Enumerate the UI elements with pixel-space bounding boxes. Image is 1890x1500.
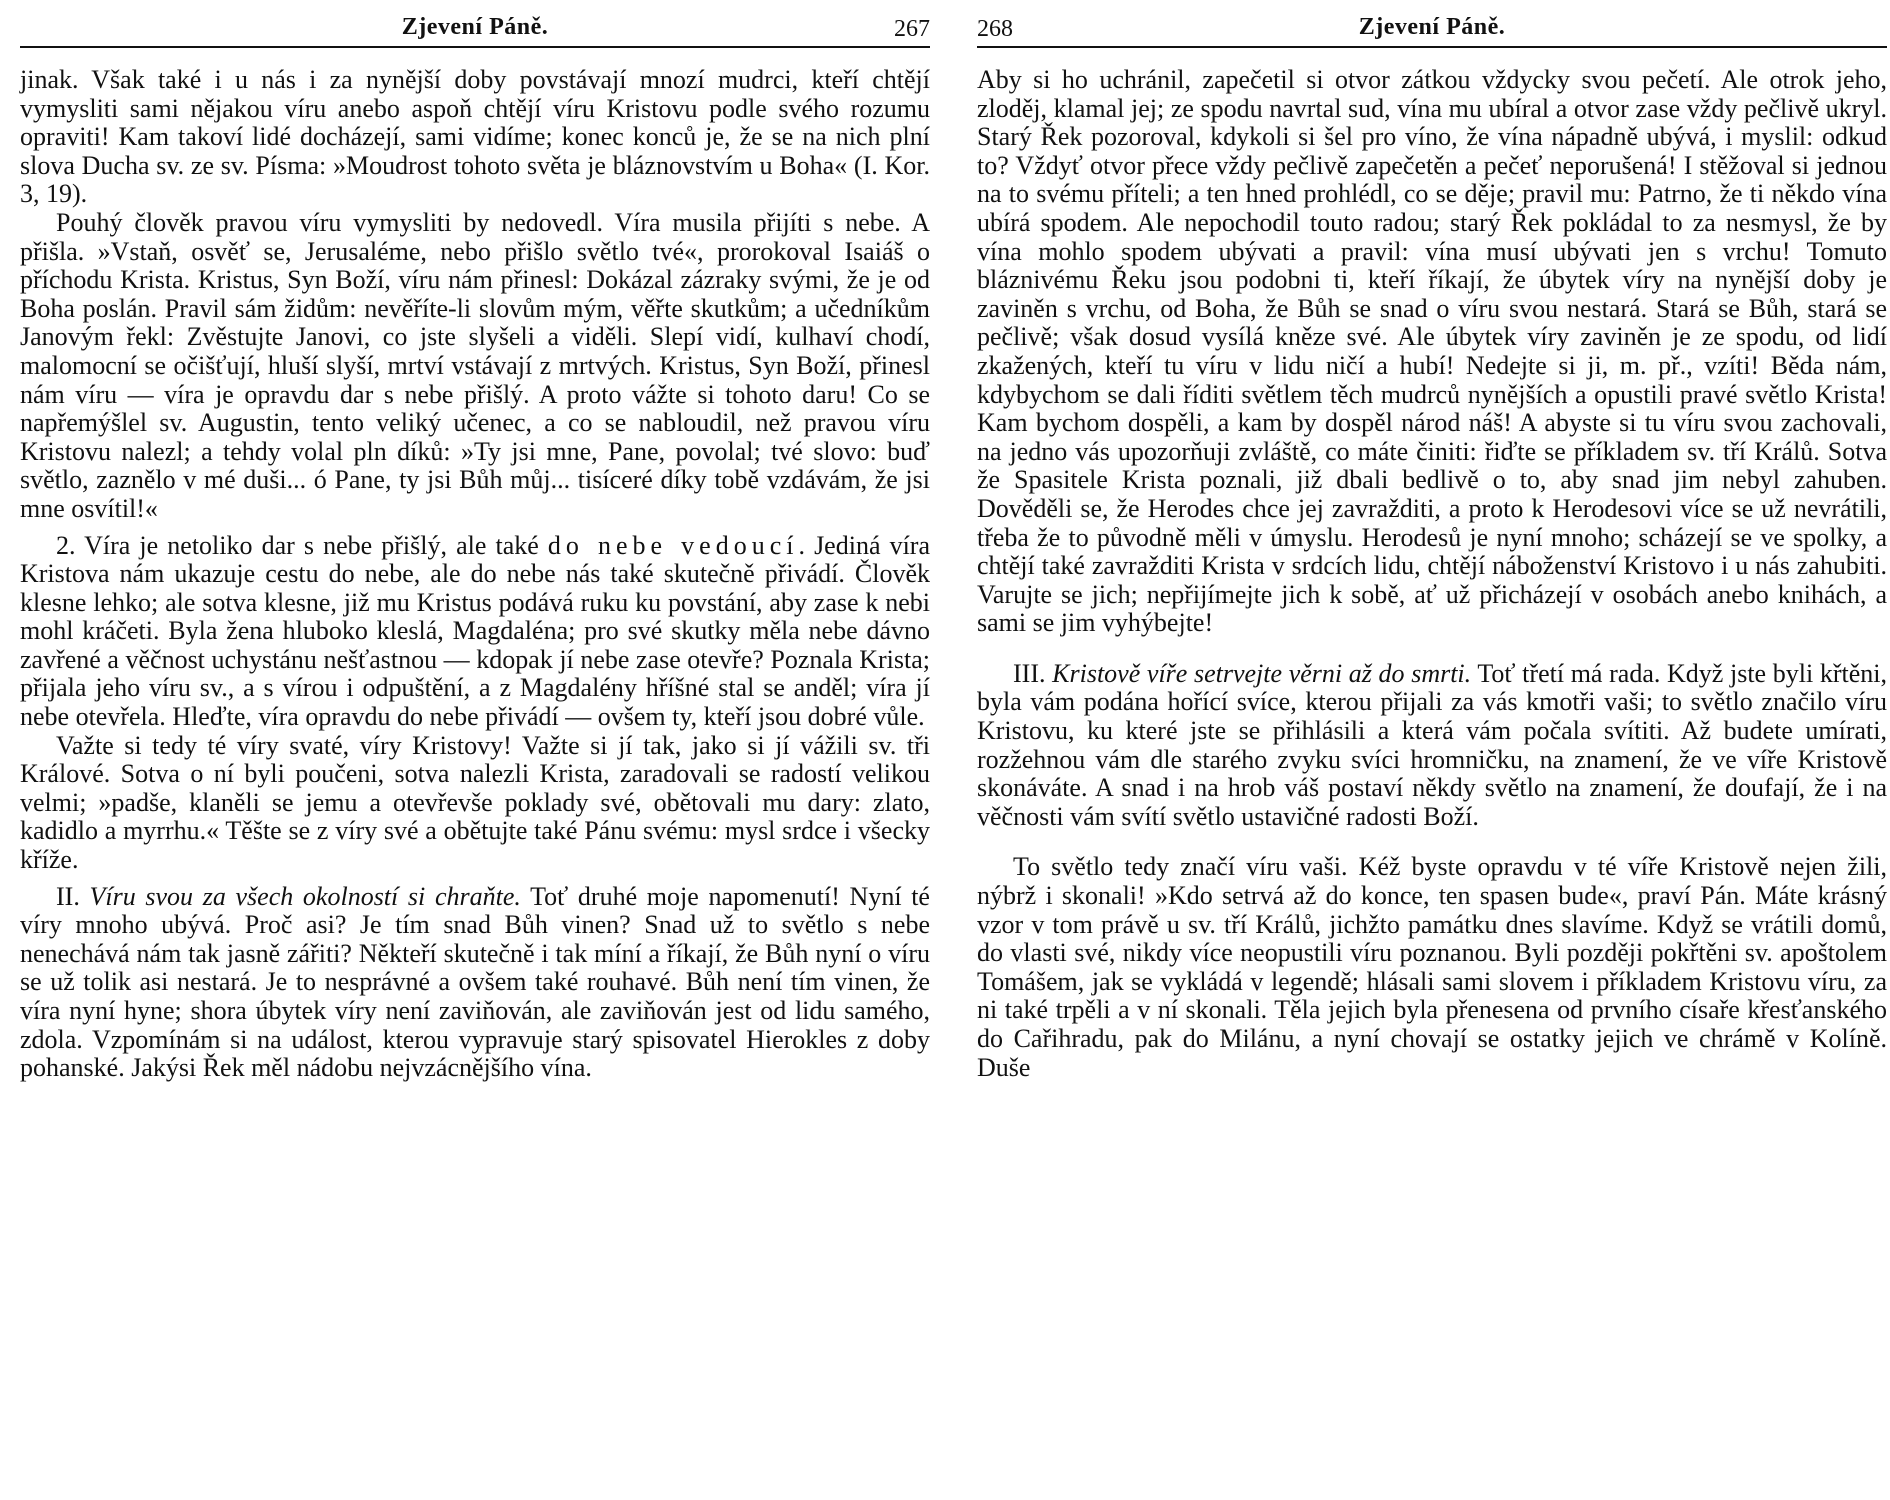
paragraph: To světlo tedy značí víru vaši. Kéž byste opravdu v té víře Kristově nejen žili, nýbrž i skonali! »Kdo setrvá až do konce, ten spasen bude«, praví Pán. Máte krásný vzor v tom právě u sv. tří Králů, jichžto památku dnes slavíme. Když se vrátili domů, do vlasti své, nikdy více neopustili víru poznanou. Byli později pokřtěni sv. apoštolem Tomášem, jak se vykládá v legendě; hlásali sami slovem i příkladem Kristovu víru, za ni také trpěli a v ní skonali. Těla jejich byla přenesena od prvního císaře křesťanského do Cařihradu, pak do Milánu, a nyní chovají se ostatky jejich ve chrámě v Kolíně. Duše	[977, 852, 1887, 1082]
page-body	[977, 66, 1887, 1082]
paragraph-text: Toť třetí má rada. Když jste byli křtěni, byla vám podána hořící svíce, kterou přijali za vás kmotři vaši; to světlo značilo víru Kristovu, ku které jste se přihlásili a která vám počala svítiti. Až budete umírati, rozžehnou vám dle starého zvyku svíci hromničku, na znamení, že ve víře Kristově skonáváte. A snad i na hrob váš postaví někdy světlo na znamení, že doufají, že i na věčnosti vám svítí světlo ustavičné radosti Boží.	[977, 658, 1887, 831]
paragraph: Pouhý člověk pravou víru vymysliti by nedovedl. Víra musila přijíti s nebe. A přišla. »Vstaň, osvěť se, Jerusaléme, nebo přišlo světlo tvé«, prorokoval Isaiáš o příchodu Krista. Kristus, Syn Boží, víru nám přinesl: Dokázal zázraky svými, že je od Boha poslán. Pravil sám židům: nevěříte-li slovům mým, věřte skutkům; a učedníkům Janovým řekl: Zvěstujte Janovi, co jste slyšeli a viděli. Slepí vidí, kulhaví chodí, malomocní se očišťují, hluší slyší, mrtví vstávají z mrtvých. Kristus, Syn Boží, přinesl nám víru — víra je opravdu dar s nebe přišlý. A proto vážte si tohoto daru! Co se napřemýšlel sv. Augustin, tento veliký učenec, a co se nabloudil, než pravou víru Kristovu nalezl; a tehdy volal pln díků: »Ty jsi mne, Pane, povolal; tvé slovo: buď světlo, zaznělo v mé duši... ó Pane, ty jsi Bůh můj... tisíceré díky tobě vzdávám, že jsi mne osvítil!«	[20, 207, 930, 523]
paragraph: Važte si tedy té víry svaté, víry Kristovy! Važte si jí tak, jako si jí vážili sv. tři Králové. Sotva o ní byli poučeni, sotva nalezli Krista, zaradovali se radostí velikou velmi; »padše, klaněli se jemu a otevřevše poklady své, obětovali mu dary: zlato, kadidlo a myrrhu.« Těšte se z víry své a obětujte také Pánu svému: mysl srdce i všecky kříže.	[20, 730, 930, 875]
paragraph	[977, 660, 1887, 832]
section-number: II.	[56, 881, 90, 911]
spaced-emphasis: do nebe vedoucí	[547, 530, 799, 560]
running-header	[977, 10, 1887, 48]
page-body	[20, 66, 930, 1083]
section-heading: Kristově víře setrvejte věrni až do smrti.	[1052, 658, 1472, 688]
left-page	[20, 0, 930, 1500]
paragraph	[20, 532, 930, 732]
paragraph-text: . Jediná víra Kristova nám ukazuje cestu do nebe, ale do nebe nás také skutečně přivádí. Člověk klesne lehko; ale sotva klesne, již mu Kristus podává ruku ku povstání, aby zase k nebi mohl kráčeti. Byla žena hluboko kleslá, Magdaléna; pro své skutky měla nebe dávno zavřené a věčnost uchystánu nešťastnou — kdopak jí nebe zase otevře? Poznala Krista; přijala jeho víru sv., a s vírou i odpuštění, a z Magdalény hříšné stal se anděl; víra jí nebe otevřela. Hleďte, víra opravdu do nebe přivádí — ovšem ty, kteří jsou dobré vůle.	[20, 530, 931, 732]
section-heading: Víru svou za všech okolností si chraňte.	[89, 881, 521, 911]
page-number: 268	[977, 16, 1013, 42]
paragraph-text: Toť druhé moje napomenutí! Nyní té víry mnoho ubývá. Proč asi? Je tím snad Bůh vinen? Snad už to světlo s nebe nenechává nám tak jasně zářiti? Někteří skutečně i tak míní a říkají, že Bůh nyní o víru se už tolik asi nestará. Je to nesprávné a ovšem také rouhavé. Bůh není tím vinen, že víra nyní hyne; shora úbytek víry není zaviňován, ale zaviňován jest od lidu samého, zdola. Vzpomínám si na událost, kterou vypravuje starý spisovatel Hierokles z doby pohanské. Jakýsi Řek měl nádobu nejvzácnějšího vína.	[20, 881, 930, 1083]
running-head-title: Zjevení Páně.	[401, 14, 549, 40]
running-head-title: Zjevení Páně.	[1358, 14, 1506, 40]
paragraph: jinak. Však také i u nás i za nynější doby povstávají mnozí mudrci, kteří chtějí vymysliti sami nějakou víru anebo aspoň chtějí víru Kristovu podle svého rozumu opraviti! Kam takoví lidé docházejí, sami vidíme; konec konců je, že se na nich plní slova Ducha sv. ze sv. Písma: »Moudrost tohoto světa je bláznovstvím u Boha« (I. Kor. 3, 19).	[20, 65, 930, 209]
paragraph-text: 2. Víra je netoliko dar s nebe přišlý, ale také	[56, 530, 548, 560]
paragraph	[20, 883, 930, 1083]
right-page	[977, 0, 1887, 1500]
page-number: 267	[894, 16, 930, 42]
running-header	[20, 10, 930, 48]
section-number: III.	[1013, 658, 1053, 688]
paragraph: Aby si ho uchránil, zapečetil si otvor zátkou vždycky svou pečetí. Ale otrok jeho, zloděj, klamal jej; ze spodu navrtal sud, vína mu ubíral a otvor zase vždy pečlivě ukryl. Starý Řek pozoroval, kdykoli si šel pro víno, že vína nápadně ubývá, i myslil: odkud to? Vždyť otvor přece vždy pečlivě zapečetěn a pečeť neporušená! I stěžoval si jednou na to svému příteli; a ten hned prohlédl, co se děje; pravil mu: Patrno, že ti někdo vína ubírá spodem. Ale nepochodil touto radou; starý Řek pokládal to za nesmysl, že by vína mohlo spodem ubývati a pravil: vína musí ubývati jen s vrchu! Tomuto bláznivému Řeku jsou podobni ti, kteří říkají, že úbytek víry na nynější doby je zaviněn s vrchu, od Boha, že Bůh se snad o víru svou nestará. Stará se Bůh, stará se pečlivě; však dosud vysílá kněze své. Ale úbytek víry zaviněn je ze spodu, od lidí zkažených, kteří tu víru v lidu ničí a hubí! Nedejte si ji, m. př., vzíti! Běda nám, kdybychom se dali říditi světlem těch mudrců nynějších a opustili pravé světlo Krista! Kam bychom dospěli, a kam by dospěl národ náš! A abyste si tu víru svou zachovali, na jedno vás upozorňuji zvláště, co máte činiti: řiďte se příkladem sv. tří Králů. Sotva že Spasitele Krista poznali, již dbali bedlivě o to, aby snad jim nebyl zahuben. Dověděli se, že Herodes chce jej zavražditi, a proto k Herodesovi více se už nevrátili, třeba že to původně měli v úmyslu. Herodesů je nyní mnoho; scházejí se ve spolky, a chtějí také zavražditi Krista v srdcích lidu, chtějí náboženství Kristovo i u nás zahubiti. Varujte se jich; nepřijímejte jich k sobě, ať už přicházejí v osobách anebo knihách, a sami se jim vyhýbejte!	[977, 65, 1887, 638]
